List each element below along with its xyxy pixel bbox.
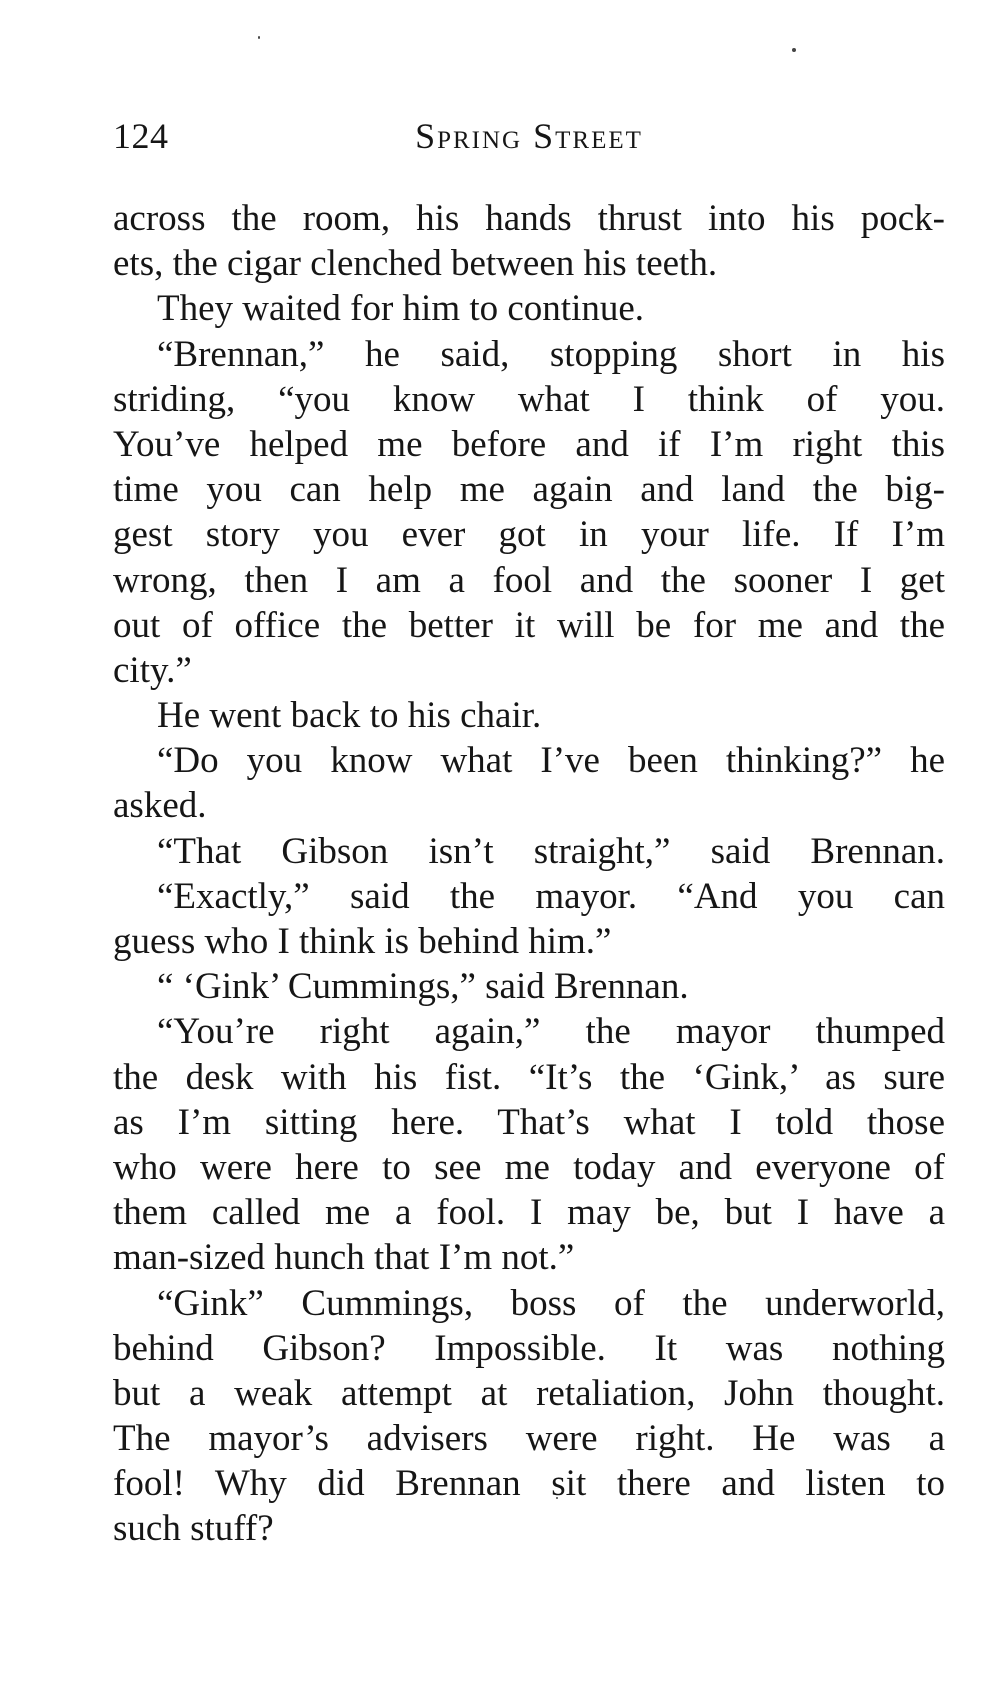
paragraph <box>113 1281 945 1552</box>
text-line: fool! Why did Brennan sit there and listen to <box>113 1463 945 1505</box>
paragraph <box>113 738 945 828</box>
text-line: who were here to see me today and everyone of <box>113 1146 945 1188</box>
paragraph <box>113 874 945 964</box>
text-line: “Do you know what I’ve been thinking?” he <box>157 740 945 782</box>
running-title: Spring Street <box>415 116 643 156</box>
text-line: He went back to his chair. <box>157 695 542 737</box>
text-line: asked. <box>113 785 207 827</box>
paragraph <box>113 286 945 331</box>
text-line: the desk with his fist. “It’s the ‘Gink,’ as sure <box>113 1056 945 1098</box>
text-line: out of office the better it will be for me and the <box>113 604 945 646</box>
text-line: ets, the cigar clenched between his teeth. <box>113 243 718 285</box>
paragraph <box>113 829 945 874</box>
text-line: such stuff? <box>113 1508 274 1550</box>
paragraph <box>113 196 945 286</box>
text-line: gest story you ever got in your life. If I’m <box>113 514 945 556</box>
text-line: city.” <box>113 649 192 691</box>
text-line: man-sized hunch that I’m not.” <box>113 1237 575 1279</box>
paragraph <box>113 332 945 694</box>
text-line: as I’m sitting here. That’s what I told those <box>113 1101 945 1143</box>
text-line: They waited for him to continue. <box>157 288 645 330</box>
text-line: wrong, then I am a fool and the sooner I get <box>113 559 945 601</box>
paragraph <box>113 1009 945 1280</box>
text-line: “You’re right again,” the mayor thumped <box>157 1011 945 1053</box>
text-line: “Exactly,” said the mayor. “And you can <box>157 875 945 917</box>
text-line: time you can help me again and land the big- <box>113 469 945 511</box>
text-line: The mayor’s advisers were right. He was a <box>113 1418 945 1460</box>
running-head <box>113 112 945 160</box>
body-text <box>113 196 945 1552</box>
text-line: You’ve helped me before and if I’m right this <box>113 423 945 465</box>
text-line: behind Gibson? Impossible. It was nothing <box>113 1327 945 1369</box>
print-speck <box>258 36 260 39</box>
text-line: striding, “you know what I think of you. <box>113 378 945 420</box>
paragraph <box>113 964 945 1009</box>
text-line: but a weak attempt at retaliation, John thought. <box>113 1372 945 1414</box>
text-line: across the room, his hands thrust into his pock- <box>113 198 945 239</box>
page-number: 124 <box>113 116 169 156</box>
text-line: “Brennan,” he said, stopping short in his <box>157 333 945 375</box>
text-line: them called me a fool. I may be, but I have a <box>113 1192 945 1234</box>
text-line: “Gink” Cummings, boss of the underworld, <box>157 1282 945 1324</box>
text-line: “That Gibson isn’t straight,” said Brennan. <box>157 830 945 872</box>
text-line: “ ‘Gink’ Cummings,” said Brennan. <box>157 966 689 1008</box>
text-line: guess who I think is behind him.” <box>113 921 612 962</box>
paragraph <box>113 693 945 738</box>
print-speck <box>792 48 796 52</box>
